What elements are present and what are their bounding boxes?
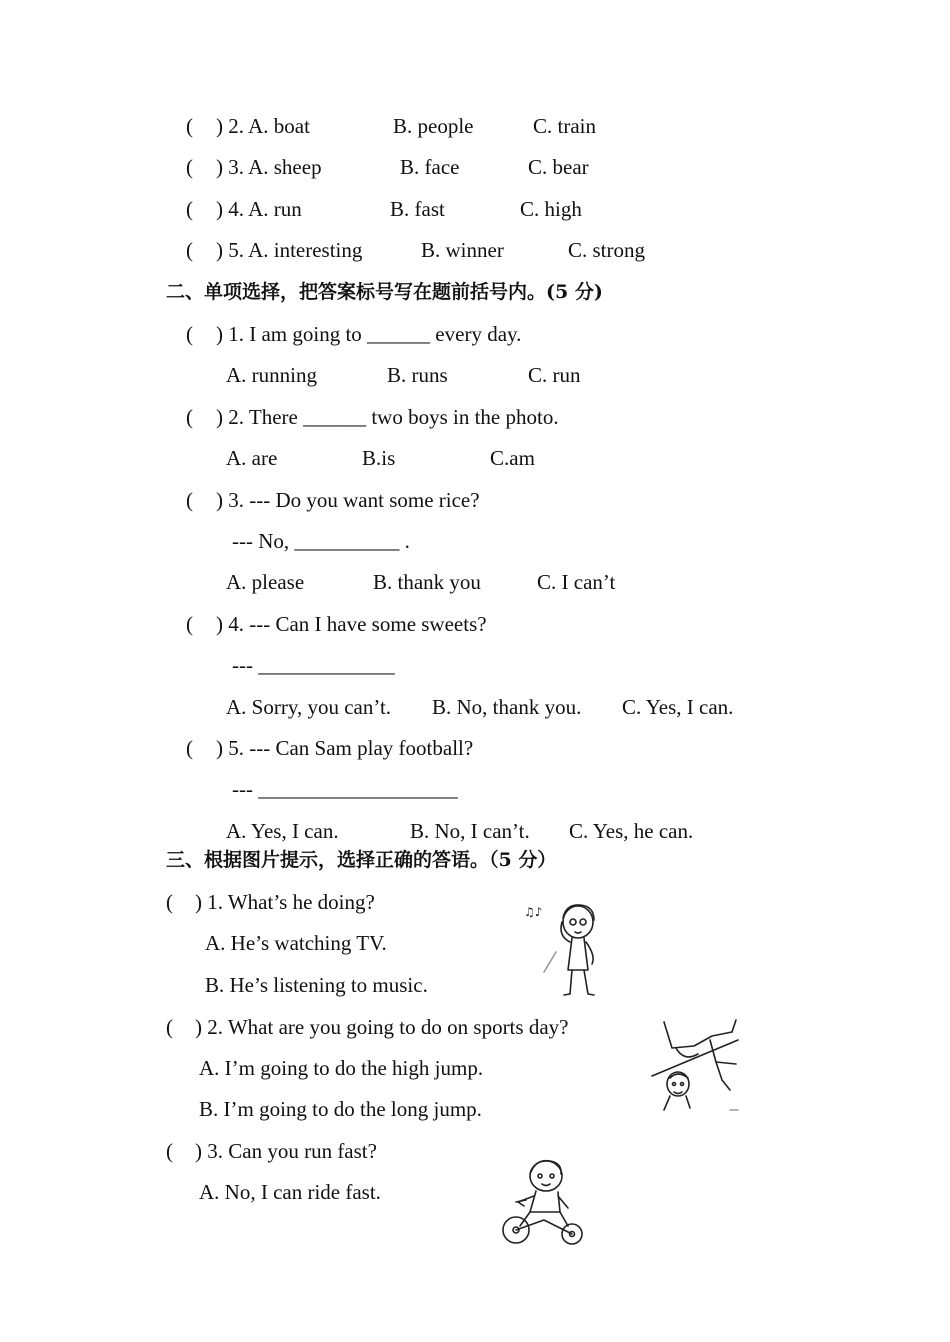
question-option-c: C. train: [533, 114, 596, 138]
section-heading: 三、根据图片提示，选择正确的答语。（5 分）: [166, 849, 557, 871]
paren-open: (: [186, 322, 193, 346]
question-option-b: B. winner: [421, 238, 504, 262]
paren-open: (: [186, 238, 193, 262]
question-option-b: B. face: [400, 155, 460, 179]
option-a: A. are: [226, 446, 278, 470]
question-option-c: C. bear: [528, 155, 589, 179]
option-a: A. Yes, I can.: [226, 819, 339, 843]
option-c: C. I can’t: [537, 570, 616, 594]
option-a: A. running: [226, 363, 317, 387]
question-option-a: ) 2. A. boat: [216, 114, 310, 138]
question-option-a: ) 5. A. interesting: [216, 238, 363, 262]
question-option-c: C. high: [520, 197, 582, 221]
option-b: B. He’s listening to music.: [205, 973, 428, 997]
question-stem: ) 1. I am going to ______ every day.: [216, 322, 522, 346]
question-option-c: C. strong: [568, 238, 646, 262]
svg-text:♫♪: ♫♪: [524, 905, 543, 919]
question-stem: ) 5. --- Can Sam play football?: [216, 736, 474, 760]
question-option-b: B. fast: [390, 197, 445, 221]
option-c: C. Yes, I can.: [622, 695, 734, 719]
paren-open: (: [166, 890, 173, 914]
option-a: A. He’s watching TV.: [205, 931, 387, 955]
question-stem: ) 1. What’s he doing?: [195, 890, 375, 914]
question-stem: ) 2. What are you going to do on sports day?: [195, 1015, 569, 1039]
section-heading: 二、单项选择，把答案标号写在题前括号内。(5 分): [166, 281, 603, 303]
paren-open: (: [186, 612, 193, 636]
paren-open: (: [186, 736, 193, 760]
high-jump-illustration: [650, 1018, 742, 1114]
option-b: B. No, thank you.: [432, 695, 582, 719]
question-stem: ) 3. Can you run fast?: [195, 1139, 377, 1163]
answer-blank: --- _____________: [232, 653, 395, 677]
answer-blank: --- ___________________: [232, 777, 458, 801]
option-a: A. Sorry, you can’t.: [226, 695, 392, 719]
paren-open: (: [166, 1015, 173, 1039]
option-c: C. run: [528, 363, 581, 387]
question-stem: ) 2. There ______ two boys in the photo.: [216, 405, 559, 429]
paren-open: (: [186, 405, 193, 429]
paren-open: (: [166, 1139, 173, 1163]
option-b: B.is: [362, 446, 396, 470]
question-option-a: ) 3. A. sheep: [216, 155, 322, 179]
option-b: B. I’m going to do the long jump.: [199, 1097, 482, 1121]
question-stem: ) 3. --- Do you want some rice?: [216, 488, 480, 512]
paren-open: (: [186, 155, 193, 179]
paren-open: (: [186, 488, 193, 512]
paren-open: (: [186, 114, 193, 138]
option-c: C.am: [490, 446, 535, 470]
option-b: B. No, I can’t.: [410, 819, 530, 843]
option-a: A. please: [226, 570, 305, 594]
paren-open: (: [186, 197, 193, 221]
option-c: C. Yes, he can.: [569, 819, 694, 843]
answer-blank: --- No, __________ .: [232, 529, 410, 553]
question-option-a: ) 4. A. run: [216, 197, 302, 221]
question-option-b: B. people: [393, 114, 474, 138]
question-stem: ) 4. --- Can I have some sweets?: [216, 612, 487, 636]
option-a: A. No, I can ride fast.: [199, 1180, 381, 1204]
option-b: B. runs: [387, 363, 448, 387]
boy-listening-music-illustration: [522, 900, 604, 998]
option-a: A. I’m going to do the high jump.: [199, 1056, 484, 1080]
option-b: B. thank you: [373, 570, 481, 594]
boy-riding-bike-illustration: [498, 1156, 590, 1246]
